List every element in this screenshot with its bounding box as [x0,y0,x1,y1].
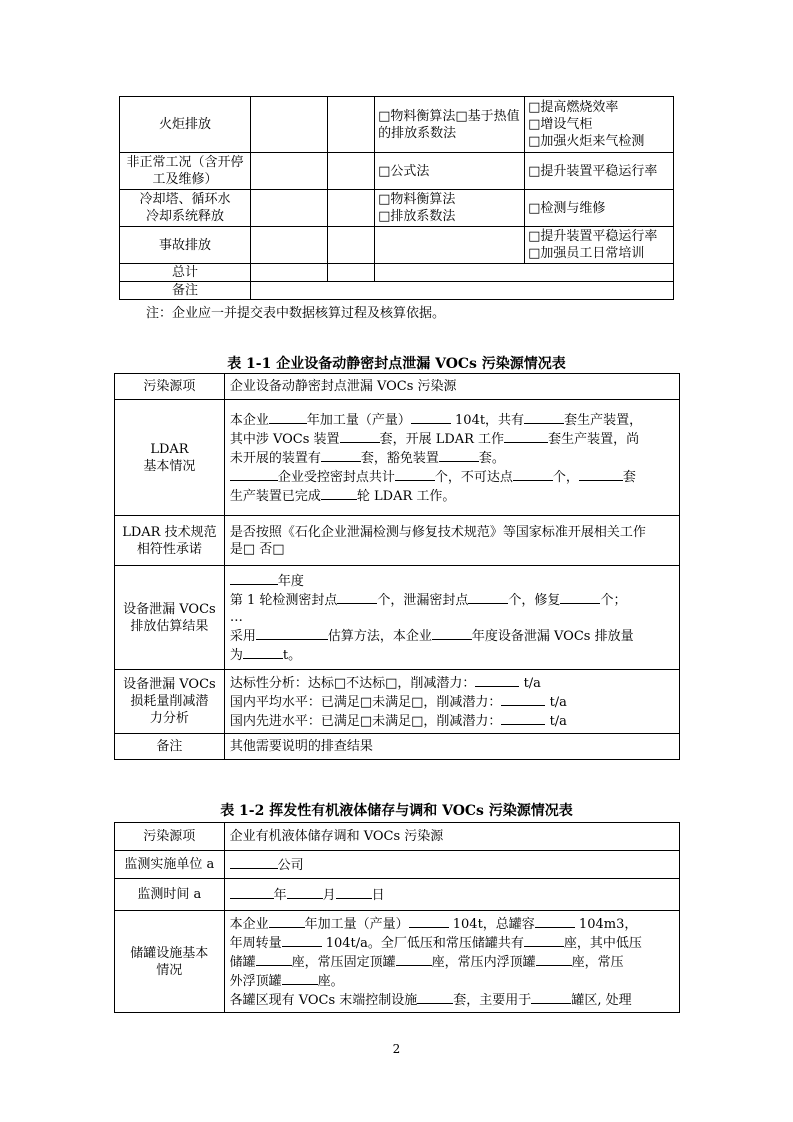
measure-cell: □检测与维修 [525,190,674,227]
blank-field[interactable] [340,429,380,443]
leak-estimate-label: 设备泄漏 VOCs 排放估算结果 [115,566,225,670]
blank-field[interactable] [513,467,553,481]
blank-field[interactable] [230,571,278,585]
blank-field[interactable] [230,885,274,899]
blank-field[interactable] [535,914,575,928]
table-row [115,823,680,851]
row-label: 事故排放 [120,227,251,264]
table-row [115,516,680,566]
blank-field[interactable] [432,626,472,640]
table-row [115,734,680,760]
table-row [115,911,680,1013]
table-row [120,227,674,264]
blank-field[interactable] [501,711,545,725]
table-row [120,282,674,300]
blank-field[interactable] [395,467,435,481]
table-row [115,879,680,911]
blank-field[interactable] [501,692,545,706]
blank-field[interactable] [468,590,508,604]
blank-field[interactable] [337,590,377,604]
source-label: 污染源项 [115,823,225,851]
blank-field[interactable] [531,990,571,1004]
blank-field[interactable] [536,952,572,966]
blank-field[interactable] [256,952,292,966]
table-1-2 [114,822,680,1013]
table-row [120,97,674,153]
table-row [115,670,680,734]
row-label: 冷却塔、循环水 冷却系统释放 [120,190,251,227]
blank-field[interactable] [321,486,357,500]
measure-cell: □提升装置平稳运行率 [525,153,674,190]
monitor-time-value: 年 月 日 [224,879,679,911]
blank-field[interactable] [269,410,307,424]
method-cell: □公式法 [375,153,525,190]
blank-field[interactable] [524,933,564,947]
leak-estimate-text: 年度 第 1 轮检测密封点 个，泄漏密封点 个，修复 个； … 采用 估算方法，本企业 年度设备泄漏 VOCs 排放量 为 t。 [224,566,679,670]
method-cell: □物料衡算法 □排放系数法 [375,190,525,227]
blank-field[interactable] [475,673,519,687]
blank-field[interactable] [409,914,449,928]
blank-field[interactable] [230,855,278,869]
measure-cell: □提高燃烧效率 □增设气柜 □加强火炬来气检测 [525,97,674,153]
blank-field[interactable] [504,429,548,443]
row-label: 火炬排放 [120,97,251,153]
blank-field[interactable] [417,990,453,1004]
blank-field[interactable] [396,952,432,966]
reduction-text: 达标性分析：达标□不达标□，削减潜力： t/a 国内平均水平：已满足□未满足□，削减潜力： t/a 国内先进水平：已满足□未满足□，削减潜力： t/a [224,670,679,734]
source-label: 污染源项 [115,374,225,400]
monitor-time-label: 监测时间 a [115,879,225,911]
table-note: 注：企业应一并提交表中数据核算过程及核算依据。 [146,306,446,321]
ldar-spec-label: LDAR 技术规范 相符性承诺 [115,516,225,566]
blank-field[interactable] [243,645,283,659]
blank-field[interactable] [230,467,278,481]
source-value: 企业设备动静密封点泄漏 VOCs 污染源 [224,374,679,400]
remark-label: 备注 [120,282,251,300]
total-label: 总计 [120,264,251,282]
ldar-basic-text: 本企业 年加工量（产量） 104t，共有 套生产装置， 其中涉 VOCs 装置 套，开展 LDAR 工作 套生产装置，尚 未开展的装置有 套，豁免装置 套。 企业受控密封点共计 个，不可达点 个， 套 生产装置已完成 轮 LDAR 工作。 [224,400,679,516]
table-row [115,400,680,516]
ldar-spec-text: 是否按照《石化企业泄漏检测与修复技术规范》等国家标准开展相关工作 是□ 否□ [224,516,679,566]
table-1-1-caption: 表 1-1 企业设备动静密封点泄漏 VOCs 污染源情况表 [227,356,566,372]
blank-field[interactable] [287,885,323,899]
row-label: 非正常工况（含开停 工及维修） [120,153,251,190]
blank-field[interactable] [256,626,328,640]
blank-field[interactable] [336,885,372,899]
table-row [115,851,680,879]
page-number: 2 [392,1042,401,1056]
tank-basic-label: 储罐设施基本 情况 [115,911,225,1013]
blank-field[interactable] [560,590,600,604]
reduction-label: 设备泄漏 VOCs 损耗量削减潜 力分析 [115,670,225,734]
table-row [120,264,674,282]
measure-cell: □提升装置平稳运行率 □加强员工日常培训 [525,227,674,264]
table-row [120,153,674,190]
monitor-unit-label: 监测实施单位 a [115,851,225,879]
blank-field[interactable] [524,410,564,424]
remark-label: 备注 [115,734,225,760]
table-row [115,566,680,670]
blank-field[interactable] [282,933,322,947]
table-1-1 [114,373,680,760]
method-cell: □物料衡算法□基于热值 的排放系数法 [375,97,525,153]
blank-field[interactable] [439,448,479,462]
table-row [120,190,674,227]
blank-field[interactable] [411,410,451,424]
emission-summary-table [119,96,674,300]
blank-field[interactable] [579,467,623,481]
table-row [115,374,680,400]
tank-basic-text: 本企业 年加工量（产量） 104t，总罐容 104m3， 年周转量 104t/a。全厂低压和常压储罐共有 座，其中低压 储罐 座，常压固定顶罐 座，常压内浮顶罐 座，常压 外浮顶罐 座。 各罐区现有 VOCs 末端控制设施 套，主要用于 罐区, 处理 [224,911,679,1013]
monitor-unit-value: 公司 [224,851,679,879]
blank-field[interactable] [269,914,305,928]
table-1-2-caption: 表 1-2 挥发性有机液体储存与调和 VOCs 污染源情况表 [220,803,573,819]
blank-field[interactable] [282,971,318,985]
remark-value: 其他需要说明的排查结果 [224,734,679,760]
blank-field[interactable] [321,448,361,462]
source-value: 企业有机液体储存调和 VOCs 污染源 [224,823,679,851]
ldar-basic-label: LDAR 基本情况 [115,400,225,516]
